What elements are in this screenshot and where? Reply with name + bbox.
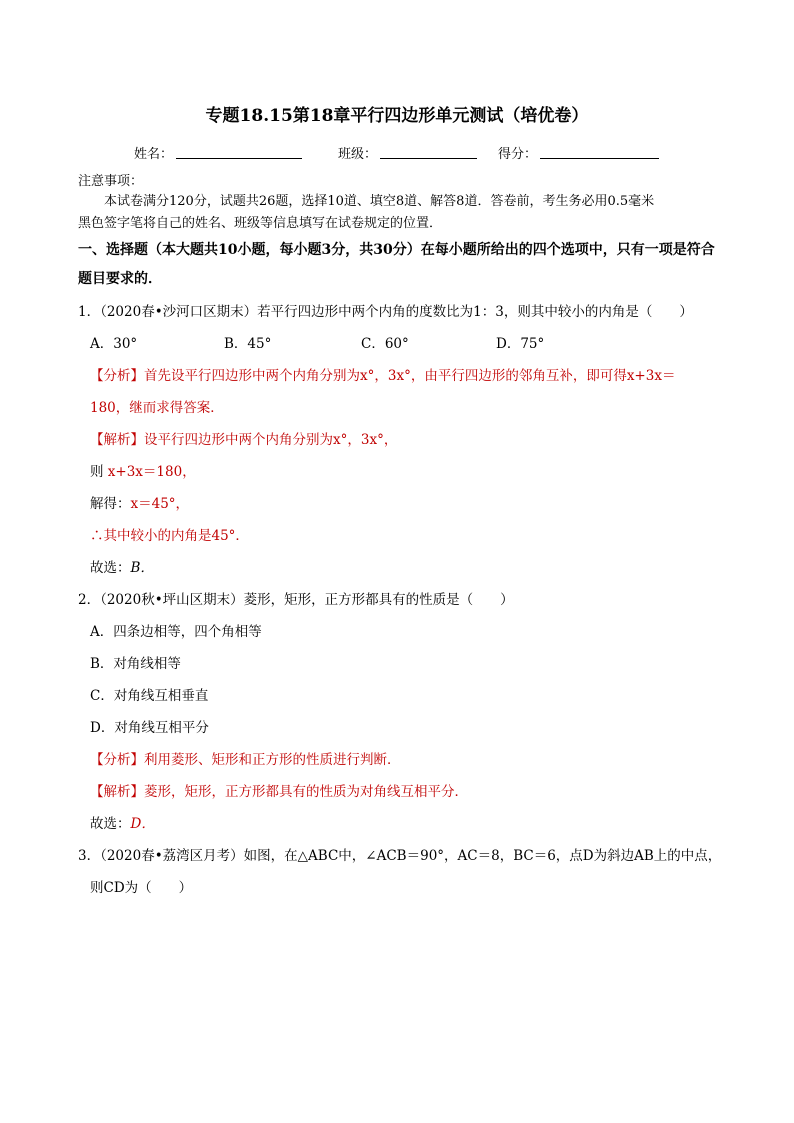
q1-solution-text: 设平行四边形中两个内角分别为x°，3x°， (144, 432, 398, 448)
q2-solution-label: 【解析】 (90, 784, 144, 800)
q2-stem: 2．（2020秋•坪山区期末）菱形，矩形，正方形都具有的性质是（ ） (78, 592, 514, 608)
q1-answer (90, 558, 154, 578)
q3-stem-line-2: 则CD为（ ） (90, 880, 193, 896)
document-title: 专题18.15第18章平行四边形单元测试（培优卷） (205, 106, 589, 126)
q2-option-a[interactable]: A．四条边相等，四个角相等 (90, 624, 262, 640)
q2-option-b[interactable]: B．对角线相等 (90, 656, 181, 672)
class-blank[interactable] (380, 158, 477, 159)
q2-answer-prefix: 故选： (90, 816, 131, 832)
q1-stem: 1．（2020春•沙河口区期末）若平行四边形中两个内角的度数比为1：3，则其中较小的内角是（ ） (78, 304, 693, 320)
q1-analysis-label: 【分析】 (90, 368, 144, 384)
q1-option-b[interactable]: B．45° (224, 336, 272, 352)
q2-analysis-text: 利用菱形、矩形和正方形的性质进行判断． (144, 752, 401, 768)
section-1-heading-line-2: 题目要求的． (78, 271, 162, 287)
q2-option-d[interactable]: D．对角线互相平分 (90, 720, 209, 736)
q1-option-a[interactable]: A．30° (90, 336, 138, 352)
q2-analysis-label: 【分析】 (90, 752, 144, 768)
score-blank[interactable] (540, 158, 659, 159)
q1-solution-label: 【解析】 (90, 432, 144, 448)
q1-step-2-prefix: 解得： (90, 496, 131, 512)
q3-stem-line-1: 3．（2020春•荔湾区月考）如图，在△ABC中，∠ACB＝90°，AC＝8，BC＝6，点D为斜边AB上的中点， (78, 848, 722, 864)
score-label: 得分： (498, 147, 538, 162)
q1-solution (90, 430, 397, 450)
q1-analysis-text-line-2: 180，继而求得答案． (90, 400, 224, 416)
q2-solution (90, 782, 468, 802)
q1-step-3: ∴其中较小的内角是45°． (90, 528, 249, 544)
q1-answer-value: B． (130, 560, 154, 576)
q1-step-1-expr: x+3x＝180， (107, 464, 196, 480)
q1-step-2-expr: x＝45°， (130, 496, 190, 512)
notice-heading: 注意事项： (78, 174, 144, 189)
q1-option-c[interactable]: C．60° (361, 336, 409, 352)
q2-answer (90, 814, 155, 834)
q2-answer-value: D． (130, 816, 155, 832)
notice-line-1: 本试卷满分120分，试题共26题，选择10道、填空8道、解答8道．答卷前，考生务必用0.5毫米 (104, 194, 655, 209)
q1-analysis-text-line-1: 首先设平行四边形中两个内角分别为x°，3x°，由平行四边形的邻角互补，即可得x+3x＝ (144, 368, 676, 384)
q2-solution-text: 菱形，矩形，正方形都具有的性质为对角线互相平分． (144, 784, 468, 800)
q1-step-1 (90, 462, 196, 482)
q2-option-c[interactable]: C．对角线互相垂直 (90, 688, 209, 704)
notice-line-2: 黑色签字笔将自己的姓名、班级等信息填写在试卷规定的位置． (78, 216, 443, 231)
class-label: 班级： (338, 147, 378, 162)
q2-analysis (90, 750, 401, 770)
q1-step-2 (90, 494, 189, 514)
q1-answer-prefix: 故选： (90, 560, 131, 576)
q1-step-1-prefix: 则 (90, 464, 108, 480)
q1-analysis (90, 366, 675, 386)
name-label: 姓名： (134, 147, 174, 162)
name-blank[interactable] (176, 158, 302, 159)
section-1-heading-line-1: 一、选择题（本大题共10小题，每小题3分，共30分）在每小题所给出的四个选项中，只有一项是符合 (78, 242, 715, 258)
q1-option-d[interactable]: D．75° (496, 336, 545, 352)
